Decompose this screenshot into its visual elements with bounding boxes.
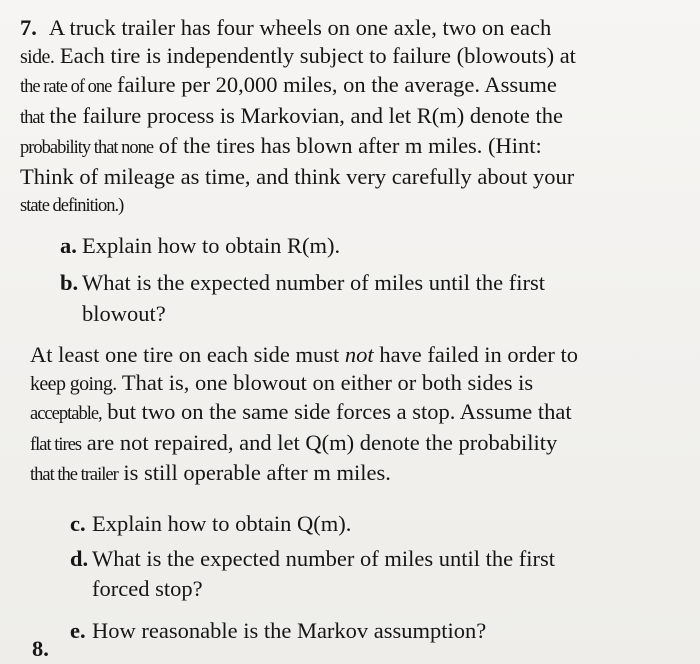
- second-line-3-a: acceptable,: [30, 404, 102, 424]
- problem-8-number: 8.: [32, 636, 49, 661]
- second-line-4: [30, 429, 660, 460]
- part-b-letter: b.: [60, 270, 79, 295]
- problem-7-line-3: [20, 71, 660, 102]
- problem-7-line-5-a: probability that none: [20, 138, 154, 158]
- second-line-5: [30, 459, 660, 490]
- part-a-letter: a.: [60, 233, 77, 258]
- second-line-1-emphasis: not: [344, 342, 374, 367]
- second-line-3-b: but two on the same side forces a stop. Assume that: [101, 399, 572, 424]
- second-line-3: [30, 398, 660, 429]
- second-line-1-b: have failed in order to: [373, 342, 578, 367]
- part-d-text-continued: forced stop?: [92, 576, 203, 601]
- problem-7-line-1: [20, 14, 660, 42]
- part-c-text: Explain how to obtain Q(m).: [92, 511, 352, 536]
- second-line-1: [30, 341, 660, 369]
- problem-7-line-7-text: state definition.): [20, 196, 124, 216]
- part-c-letter: c.: [70, 511, 86, 536]
- problem-7-line-6-text: Think of mileage as time, and think very carefully about your: [20, 163, 575, 189]
- second-line-4-b: are not repaired, and let Q(m) denote the probability: [81, 429, 558, 455]
- second-line-4-a: flat tires: [30, 434, 82, 455]
- problem-7-line-4-b: the failure process is Markovian, and let R(m) denote the: [43, 102, 563, 128]
- problem-7-line-5: [20, 132, 660, 163]
- part-b-text-continued: blowout?: [82, 301, 166, 326]
- part-d-text: What is the expected number of miles until the first: [92, 546, 555, 571]
- problem-7-line-2-b: Each tire is independently subject to failure (blowouts) at: [54, 42, 576, 68]
- problem-7-line-2-a: side.: [20, 45, 55, 68]
- second-line-2: [30, 369, 660, 399]
- second-line-1-a: At least one tire on each side must: [30, 342, 345, 367]
- problem-7-number: 7.: [20, 15, 37, 40]
- second-line-5-a: that the trailer: [30, 465, 118, 485]
- second-line-2-b: That is, one blowout on either or both sides is: [116, 369, 534, 395]
- problem-7-line-4-a: that: [20, 107, 44, 128]
- second-line-2-a: keep going.: [30, 372, 117, 395]
- part-e-text: How reasonable is the Markov assumption?: [92, 618, 487, 643]
- second-line-5-b: is still operable after m miles.: [117, 460, 391, 485]
- problem-7-line-3-a: the rate of one: [20, 77, 112, 97]
- problem-7-line-5-b: of the tires has blown after m miles. (Hint:: [153, 133, 542, 158]
- problem-7-line-2: [20, 42, 660, 72]
- problem-7-line-1-text: A truck trailer has four wheels on one axle, two on each: [48, 15, 552, 40]
- part-d-letter: d.: [70, 546, 89, 571]
- problem-7-second-paragraph: [30, 341, 660, 490]
- problem-7-line-6: [20, 163, 660, 191]
- part-b-text: What is the expected number of miles until the first: [82, 270, 545, 295]
- part-a-text: Explain how to obtain R(m).: [82, 233, 341, 258]
- problem-7-statement: [20, 14, 660, 221]
- problem-7-line-3-b: failure per 20,000 miles, on the average. Assume: [111, 72, 557, 97]
- problem-7-line-7: [20, 190, 660, 221]
- problem-7-line-4: [20, 102, 660, 133]
- part-e-letter: e.: [70, 618, 86, 643]
